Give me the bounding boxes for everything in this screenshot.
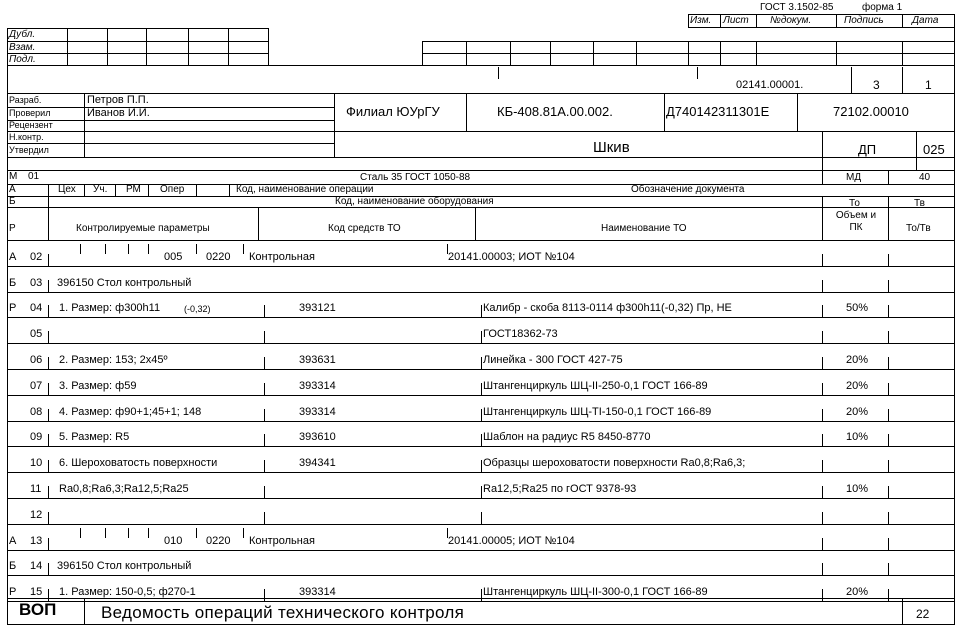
volume-value: 50% bbox=[846, 302, 869, 315]
row-rule bbox=[7, 317, 955, 318]
other-code: 72102.00010 bbox=[833, 104, 909, 119]
footer-page: 22 bbox=[916, 607, 930, 621]
material-prefix: М bbox=[9, 171, 18, 182]
legend-to: То bbox=[849, 198, 860, 209]
md-label: МД bbox=[846, 172, 862, 183]
row-tick bbox=[888, 538, 889, 550]
op-cell-tick bbox=[148, 244, 149, 254]
row-tick bbox=[48, 512, 49, 524]
row-tick bbox=[822, 305, 823, 317]
row-tick bbox=[48, 486, 49, 498]
row-tick bbox=[264, 486, 265, 498]
row-tick bbox=[264, 434, 265, 446]
row-tick bbox=[822, 434, 823, 446]
means-name: Линейка - 300 ГОСТ 427-75 bbox=[483, 354, 623, 366]
param-text: 1. Размер: 150-0,5; ф270-1 bbox=[59, 586, 196, 599]
footer-title: Ведомость операций технического контроля bbox=[101, 603, 465, 622]
row-tick bbox=[481, 331, 482, 343]
row-border bbox=[7, 292, 8, 318]
row-tick bbox=[48, 331, 49, 343]
volume-value: 20% bbox=[846, 354, 869, 366]
part-name: Шкив bbox=[593, 139, 630, 156]
row-border bbox=[7, 240, 8, 266]
param-text: 3. Размер: ф59 bbox=[59, 379, 137, 392]
means-name: Шаблон на радиус R5 8450-8770 bbox=[483, 431, 651, 444]
rev-col-date: Дата bbox=[912, 15, 939, 26]
row-number: 11 bbox=[30, 483, 42, 495]
row-prefix: Б bbox=[9, 276, 17, 289]
legend-p-prefix: Р bbox=[9, 223, 16, 234]
op-document: 20141.00003; ИОТ №104 bbox=[448, 250, 575, 263]
row-border bbox=[7, 498, 8, 524]
op-cell-tick bbox=[196, 528, 197, 538]
row-tick bbox=[888, 434, 889, 446]
param-tolerance: (-0,32) bbox=[184, 304, 211, 315]
row-tick bbox=[48, 563, 49, 575]
means-name: Ra12,5;Ra25 по гОСТ 9378-93 bbox=[483, 483, 637, 495]
volume-value: 10% bbox=[846, 431, 869, 444]
row-rule bbox=[7, 369, 955, 370]
row-tick bbox=[822, 486, 823, 498]
op-cell-tick bbox=[105, 244, 106, 254]
row-tick bbox=[822, 254, 823, 266]
role-nkontr: Н.контр. bbox=[9, 132, 44, 142]
legend-oper: Опер bbox=[160, 184, 185, 195]
op-document: 20141.00005; ИОТ №104 bbox=[448, 534, 575, 547]
row-tick bbox=[822, 409, 823, 421]
row-tick bbox=[481, 409, 482, 421]
legend-a-prefix: А bbox=[9, 184, 16, 195]
row-border bbox=[954, 472, 955, 498]
row-border bbox=[7, 550, 8, 576]
row-number: 09 bbox=[30, 431, 43, 444]
name-razrab: Петров П.П. bbox=[87, 94, 149, 106]
gost-label: ГОСТ 3.1502-85 bbox=[760, 2, 834, 13]
legend-rm: РМ bbox=[126, 184, 141, 195]
organization: Филиал ЮУрГУ bbox=[346, 104, 440, 119]
row-border bbox=[954, 550, 955, 576]
legend-means: Код средств ТО bbox=[328, 223, 401, 234]
md-value: 40 bbox=[919, 172, 931, 183]
row-tick bbox=[264, 305, 265, 317]
part-code: Д740142311301Е bbox=[666, 104, 770, 119]
row-tick bbox=[48, 383, 49, 395]
row-tick bbox=[822, 538, 823, 550]
material-text: Сталь 35 ГОСТ 1050-88 bbox=[360, 172, 471, 183]
row-number: 03 bbox=[30, 276, 43, 289]
row-border bbox=[954, 343, 955, 369]
means-code: 393121 bbox=[299, 302, 336, 315]
row-border bbox=[7, 446, 8, 472]
row-tick bbox=[264, 331, 265, 343]
row-rule bbox=[7, 266, 955, 267]
row-tick bbox=[822, 589, 823, 601]
row-rule bbox=[7, 524, 955, 525]
param-text: 5. Размер: R5 bbox=[59, 431, 130, 444]
row-tick bbox=[48, 538, 49, 550]
row-tick bbox=[264, 409, 265, 421]
name-proveril: Иванов И.И. bbox=[87, 107, 150, 119]
param-text: 2. Размер: 153; 2х45º bbox=[59, 354, 168, 366]
row-tick bbox=[888, 383, 889, 395]
row-number: 12 bbox=[30, 508, 43, 521]
op-cell-tick bbox=[128, 528, 129, 538]
legend-tv: Тв bbox=[914, 198, 925, 209]
legend-document: Обозначение документа bbox=[631, 184, 745, 195]
row-tick bbox=[822, 331, 823, 343]
podl-label: Подл. bbox=[9, 54, 36, 65]
row-number: 06 bbox=[30, 354, 43, 366]
row-tick bbox=[822, 280, 823, 292]
row-border bbox=[954, 266, 955, 292]
row-number: 14 bbox=[30, 560, 43, 573]
row-tick bbox=[822, 563, 823, 575]
row-rule bbox=[7, 575, 955, 576]
row-tick bbox=[822, 383, 823, 395]
row-border bbox=[7, 317, 8, 343]
row-number: 07 bbox=[30, 379, 43, 392]
means-name: Штангенциркуль ШЦ-TI-150-0,1 ГОСТ 166-89 bbox=[483, 405, 712, 418]
row-prefix: Р bbox=[9, 302, 17, 315]
op-cell-tick bbox=[148, 528, 149, 538]
legend-name: Наименование ТО bbox=[601, 223, 687, 234]
row-tick bbox=[888, 512, 889, 524]
row-number: 10 bbox=[30, 457, 43, 470]
row-prefix: А bbox=[9, 534, 17, 547]
row-border bbox=[954, 421, 955, 447]
means-name: Калибр - скоба 8113-0114 ф300h11(-0,32) Пр, НЕ bbox=[483, 302, 732, 315]
row-tick bbox=[481, 460, 482, 472]
row-border bbox=[7, 395, 8, 421]
row-border bbox=[954, 446, 955, 472]
row-border bbox=[7, 343, 8, 369]
row-tick bbox=[48, 280, 49, 292]
row-tick bbox=[48, 305, 49, 317]
row-rule bbox=[7, 446, 955, 447]
row-tick bbox=[48, 434, 49, 446]
row-tick bbox=[888, 254, 889, 266]
param-text: 6. Шероховатость поверхности bbox=[59, 457, 218, 470]
legend-equipment: Код, наименование оборудования bbox=[335, 196, 494, 207]
op-code: 005 bbox=[164, 250, 183, 263]
row-tick bbox=[264, 357, 265, 369]
sheets-total: 3 bbox=[873, 78, 880, 92]
means-name: ГОСТ18362-73 bbox=[483, 328, 558, 341]
row-tick bbox=[888, 460, 889, 472]
row-border bbox=[7, 472, 8, 498]
row-tick bbox=[822, 357, 823, 369]
doc-code: 02141.00001. bbox=[736, 79, 804, 91]
op-cell-tick bbox=[80, 528, 81, 538]
param-text: 4. Размер: ф90+1;45+1; 148 bbox=[59, 405, 202, 418]
vzam-label: Взам. bbox=[9, 42, 36, 53]
row-border bbox=[954, 395, 955, 421]
means-name: Штангенциркуль ШЦ-II-250-0,1 ГОСТ 166-89 bbox=[483, 379, 708, 392]
role-razrab: Разраб. bbox=[9, 95, 42, 105]
means-code: 394341 bbox=[299, 457, 336, 470]
row-border bbox=[954, 498, 955, 524]
sheet-number: 1 bbox=[925, 78, 932, 92]
rev-col-izm: Изм. bbox=[690, 15, 712, 26]
row-tick bbox=[822, 512, 823, 524]
legend-ratio: То/Тв bbox=[906, 223, 931, 234]
legend-uch: Уч. bbox=[93, 184, 108, 195]
row-border bbox=[954, 369, 955, 395]
row-number: 13 bbox=[30, 534, 43, 547]
row-number: 02 bbox=[30, 250, 43, 263]
row-tick bbox=[48, 409, 49, 421]
rev-col-sign: Подпись bbox=[844, 15, 884, 26]
form-label: форма 1 bbox=[862, 2, 903, 13]
unit-label: ДП bbox=[858, 142, 877, 157]
volume-value: 20% bbox=[846, 379, 869, 392]
row-tick bbox=[888, 305, 889, 317]
row-tick bbox=[48, 460, 49, 472]
equipment-text: 396150 Стол контрольный bbox=[57, 560, 192, 573]
unit-value: 025 bbox=[923, 142, 945, 157]
row-border bbox=[954, 240, 955, 266]
op-cell-tick bbox=[80, 244, 81, 254]
row-tick bbox=[888, 331, 889, 343]
means-code: 393631 bbox=[299, 354, 336, 366]
role-recenzent: Рецензент bbox=[9, 120, 53, 130]
equipment-text: 396150 Стол контрольный bbox=[57, 276, 192, 289]
means-name: Штангенциркуль ШЦ-II-300-0,1 ГОСТ 166-89 bbox=[483, 586, 708, 599]
row-border bbox=[7, 369, 8, 395]
row-border bbox=[7, 421, 8, 447]
op-number: 0220 bbox=[206, 534, 231, 547]
role-proveril: Проверил bbox=[9, 108, 51, 118]
row-prefix: Р bbox=[9, 586, 17, 599]
row-rule bbox=[7, 343, 955, 344]
row-tick bbox=[264, 460, 265, 472]
op-name: Контрольная bbox=[249, 534, 315, 547]
row-rule bbox=[7, 395, 955, 396]
dubl-label: Дубл. bbox=[9, 29, 36, 40]
row-tick bbox=[888, 280, 889, 292]
row-number: 15 bbox=[30, 586, 43, 599]
row-tick bbox=[481, 434, 482, 446]
row-tick bbox=[888, 589, 889, 601]
doc-number: КБ-408.81А.00.002. bbox=[497, 104, 613, 119]
volume-value: 10% bbox=[846, 483, 869, 495]
legend-operation: Код, наименование операции bbox=[236, 184, 374, 195]
row-prefix: А bbox=[9, 250, 17, 263]
row-tick bbox=[481, 357, 482, 369]
row-border bbox=[954, 317, 955, 343]
op-cell-tick bbox=[243, 244, 244, 254]
op-code: 010 bbox=[164, 534, 183, 547]
footer-code: ВОП bbox=[19, 600, 57, 619]
row-tick bbox=[481, 512, 482, 524]
means-name: Образцы шероховатости поверхности Ra0,8;Ra6,3; bbox=[483, 457, 746, 470]
row-rule bbox=[7, 421, 955, 422]
row-prefix: Б bbox=[9, 560, 17, 573]
op-cell-tick bbox=[105, 528, 106, 538]
row-tick bbox=[264, 383, 265, 395]
row-tick bbox=[888, 563, 889, 575]
row-tick bbox=[888, 357, 889, 369]
row-tick bbox=[264, 512, 265, 524]
row-tick bbox=[888, 486, 889, 498]
op-name: Контрольная bbox=[249, 250, 315, 263]
means-code: 393610 bbox=[299, 431, 336, 444]
row-tick bbox=[481, 486, 482, 498]
legend-ceh: Цех bbox=[58, 184, 76, 195]
rev-col-list: Лист bbox=[723, 15, 749, 26]
means-code: 393314 bbox=[299, 405, 336, 418]
row-tick bbox=[48, 254, 49, 266]
row-tick bbox=[888, 409, 889, 421]
row-border bbox=[7, 266, 8, 292]
row-number: 08 bbox=[30, 405, 43, 418]
volume-value: 20% bbox=[846, 405, 869, 418]
row-tick bbox=[481, 305, 482, 317]
row-border bbox=[954, 292, 955, 318]
row-tick bbox=[481, 589, 482, 601]
op-cell-tick bbox=[196, 244, 197, 254]
role-utverdil: Утвердил bbox=[9, 145, 49, 155]
volume-value: 20% bbox=[846, 586, 869, 599]
row-rule bbox=[7, 550, 955, 551]
row-number: 04 bbox=[30, 302, 43, 315]
op-cell-tick bbox=[243, 528, 244, 538]
material-num: 01 bbox=[28, 171, 40, 182]
row-border bbox=[7, 524, 8, 550]
legend-b-prefix: Б bbox=[9, 196, 16, 207]
means-code: 393314 bbox=[299, 586, 336, 599]
row-number: 05 bbox=[30, 328, 43, 341]
op-number: 0220 bbox=[206, 250, 231, 263]
row-rule bbox=[7, 292, 955, 293]
row-rule bbox=[7, 498, 955, 499]
param-text: 1. Размер: ф300h11 bbox=[59, 302, 161, 315]
row-tick bbox=[264, 589, 265, 601]
means-code: 393314 bbox=[299, 379, 336, 392]
row-rule bbox=[7, 472, 955, 473]
legend-volume: Объем и ПК bbox=[835, 210, 877, 233]
row-border bbox=[954, 524, 955, 550]
row-tick bbox=[48, 357, 49, 369]
op-cell-tick bbox=[128, 244, 129, 254]
legend-params: Контролируемые параметры bbox=[76, 223, 210, 234]
row-tick bbox=[481, 383, 482, 395]
param-text: Ra0,8;Ra6,3;Ra12,5;Ra25 bbox=[59, 483, 189, 495]
row-tick bbox=[822, 460, 823, 472]
rev-col-docnum: №докум. bbox=[770, 15, 812, 26]
